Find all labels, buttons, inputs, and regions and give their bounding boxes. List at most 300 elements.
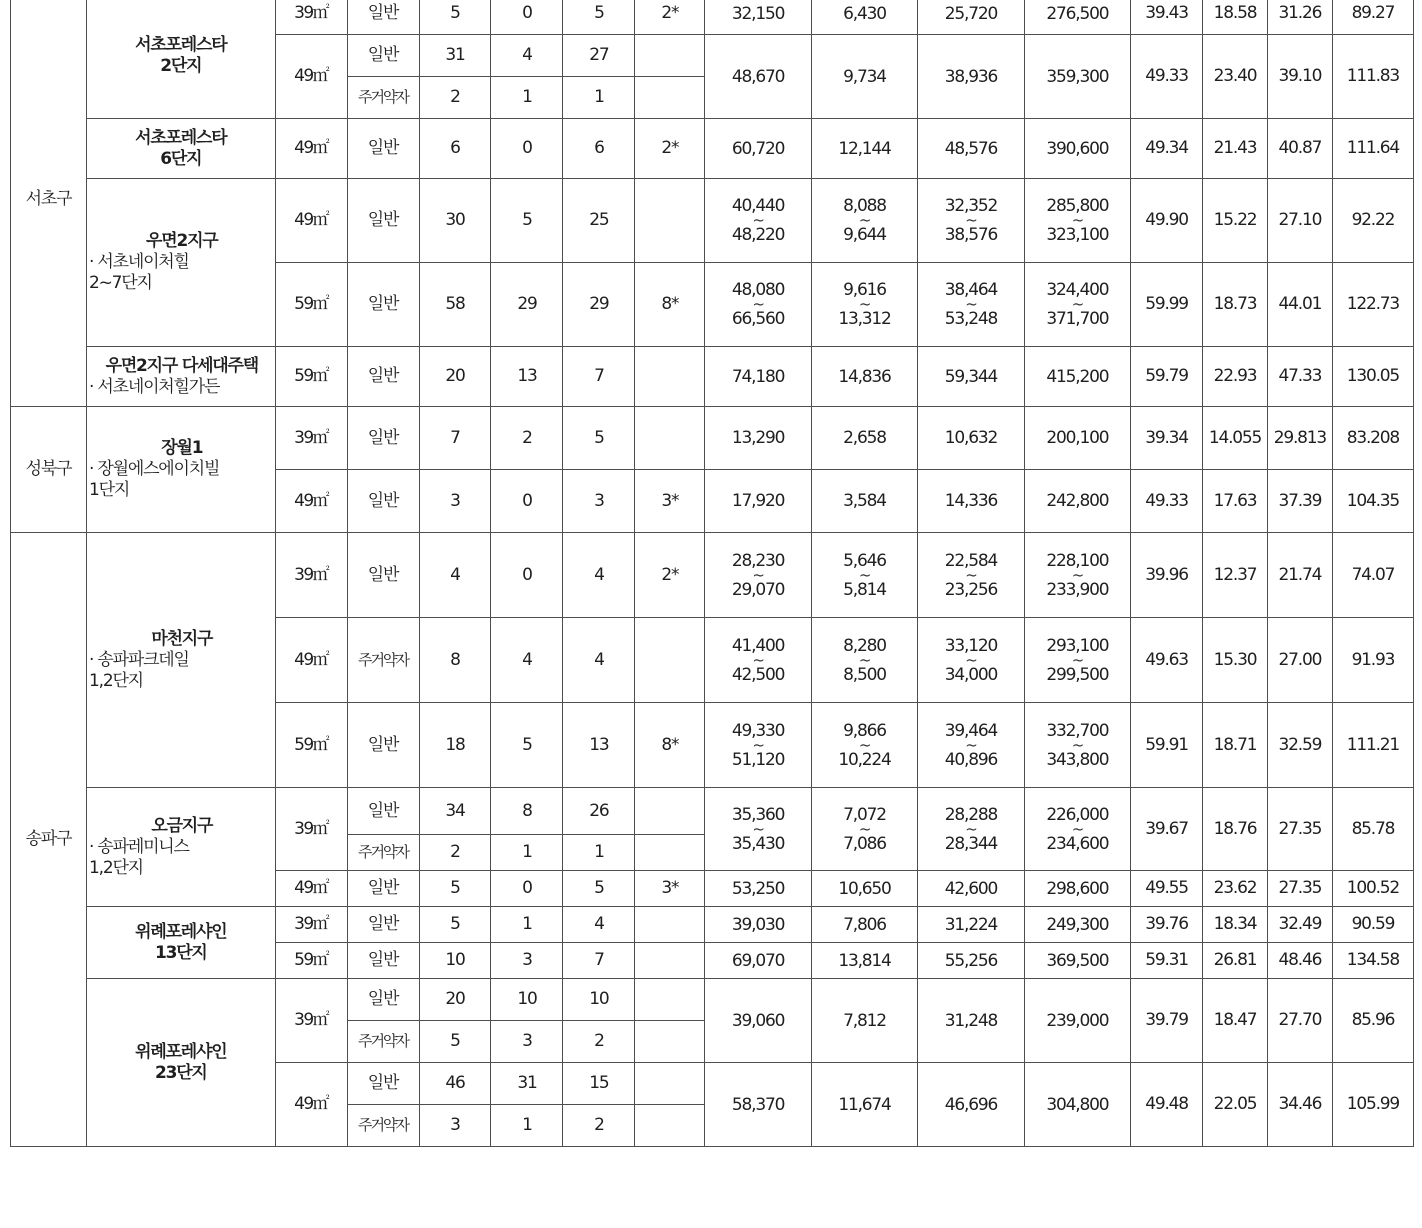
price-rent [1024, 703, 1130, 788]
area-d: 100.52 [1332, 871, 1413, 907]
note-mark: 2* [635, 119, 705, 179]
unit-count-b: 26 [563, 788, 635, 835]
area-size: 49㎡ [275, 119, 347, 179]
supply-type: 일반 [347, 788, 419, 835]
unit-count-total: 3 [419, 1105, 491, 1147]
complex-name: 13단지 [154, 942, 207, 963]
area-c: 29.813 [1267, 407, 1332, 470]
price-value: 48,220 [731, 225, 785, 245]
unit-count-b: 7 [563, 943, 635, 979]
unit-count-b: 2 [563, 1021, 635, 1063]
unit-count-a: 1 [491, 907, 563, 943]
price-rent [1024, 979, 1130, 1063]
range-tilde: ~ [1071, 565, 1084, 584]
complex-name-cell [87, 533, 276, 788]
supply-type: 주거약자 [347, 1105, 419, 1147]
unit-count-total: 6 [419, 119, 491, 179]
price-value: 55,256 [944, 950, 998, 971]
area-d: 111.83 [1332, 35, 1413, 119]
price-value: 48,576 [944, 138, 998, 159]
note-mark [635, 979, 705, 1021]
area-b: 22.93 [1203, 347, 1268, 407]
table-row [11, 179, 1414, 263]
unit-count-total: 34 [419, 788, 491, 835]
price-value: 7,806 [843, 914, 886, 935]
price-value: 9,734 [843, 66, 886, 87]
price-deposit [811, 943, 917, 979]
supply-type: 일반 [347, 979, 419, 1021]
price-balance [918, 533, 1024, 618]
unit-count-b: 4 [563, 533, 635, 618]
range-tilde: ~ [1071, 819, 1084, 838]
range-tilde: ~ [965, 295, 977, 313]
note-mark [635, 179, 705, 263]
unit-count-total: 10 [419, 943, 491, 979]
area-a: 49.55 [1131, 871, 1203, 907]
price-value: 3,584 [843, 491, 886, 511]
supply-type: 일반 [347, 871, 419, 907]
price-value: 359,300 [1046, 66, 1109, 87]
area-c: 47.33 [1267, 347, 1332, 407]
area-b: 18.47 [1203, 979, 1268, 1063]
price-value: 40,440 [731, 196, 785, 216]
unit-count-a: 3 [491, 1021, 563, 1063]
price-value: 6,430 [843, 3, 886, 24]
area-c: 39.10 [1267, 35, 1332, 119]
complex-subname: 1,2단지 [89, 670, 143, 691]
complex-subname: · 서초네이처힐가든 [89, 376, 220, 397]
complex-name: 위례포레샤인 [135, 921, 227, 942]
price-value: 49,330 [731, 720, 785, 741]
area-a: 59.91 [1131, 703, 1203, 788]
complex-name-cell [87, 119, 276, 179]
area-b: 22.05 [1203, 1063, 1268, 1147]
price-value: 5,814 [843, 579, 886, 600]
unit-count-total: 2 [419, 77, 491, 119]
price-balance [918, 119, 1024, 179]
complex-subname: · 서초네이처힐 [89, 252, 189, 272]
complex-name: 서초포레스타 [135, 34, 227, 55]
area-a: 59.79 [1131, 347, 1203, 407]
area-c: 34.46 [1267, 1063, 1332, 1147]
price-rent [1024, 179, 1130, 263]
price-rent [1024, 871, 1130, 907]
area-c: 37.39 [1267, 470, 1332, 533]
note-mark [635, 35, 705, 77]
area-d: 134.58 [1332, 943, 1413, 979]
note-mark: 8* [635, 263, 705, 347]
unit-count-b: 7 [563, 347, 635, 407]
area-a: 39.67 [1131, 788, 1203, 871]
unit-count-b: 4 [563, 907, 635, 943]
area-c: 48.46 [1267, 943, 1332, 979]
district-name: 서초구 [11, 0, 87, 407]
unit-count-total: 58 [419, 263, 491, 347]
range-tilde: ~ [752, 735, 764, 754]
price-value: 48,670 [731, 66, 785, 87]
supply-type: 주거약자 [347, 77, 419, 119]
price-value: 200,100 [1046, 428, 1109, 448]
price-value: 32,150 [731, 3, 785, 24]
complex-name: 2단지 [160, 55, 202, 76]
price-total [705, 979, 811, 1063]
price-value: 53,248 [944, 309, 998, 329]
price-value: 332,700 [1046, 720, 1109, 741]
note-mark [635, 835, 705, 871]
price-rent [1024, 907, 1130, 943]
price-total [705, 907, 811, 943]
price-deposit [811, 35, 917, 119]
complex-name: 6단지 [160, 148, 202, 169]
area-size: 49㎡ [275, 1063, 347, 1147]
table-row [11, 533, 1414, 618]
complex-subname: 2~7단지 [89, 273, 152, 293]
price-value: 13,290 [731, 428, 785, 448]
supply-type: 일반 [347, 179, 419, 263]
price-value: 23,256 [944, 579, 998, 600]
price-value: 10,632 [944, 428, 998, 448]
price-value: 9,616 [843, 280, 886, 300]
price-value: 22,584 [944, 550, 998, 571]
price-value: 7,086 [843, 833, 886, 854]
price-rent [1024, 788, 1130, 871]
note-mark: 2* [635, 0, 705, 35]
area-size: 39㎡ [275, 407, 347, 470]
price-total [705, 871, 811, 907]
area-c: 32.49 [1267, 907, 1332, 943]
price-balance [918, 703, 1024, 788]
unit-count-b: 2 [563, 1105, 635, 1147]
complex-name: 장월1 [161, 438, 203, 458]
price-rent [1024, 347, 1130, 407]
supply-type: 일반 [347, 470, 419, 533]
price-value: 38,464 [944, 280, 998, 300]
area-size: 39㎡ [275, 907, 347, 943]
unit-count-b: 15 [563, 1063, 635, 1105]
unit-count-total: 5 [419, 0, 491, 35]
area-b: 18.71 [1203, 703, 1268, 788]
complex-name-cell [87, 788, 276, 907]
price-value: 40,896 [944, 749, 998, 770]
area-c: 40.87 [1267, 119, 1332, 179]
area-b: 14.055 [1203, 407, 1268, 470]
complex-name: 우면2지구 [146, 231, 218, 251]
price-total [705, 347, 811, 407]
unit-count-total: 7 [419, 407, 491, 470]
area-a: 49.48 [1131, 1063, 1203, 1147]
price-deposit [811, 907, 917, 943]
price-deposit [811, 703, 917, 788]
price-value: 415,200 [1046, 366, 1109, 387]
price-total [705, 263, 811, 347]
area-size: 49㎡ [275, 179, 347, 263]
price-value: 5,646 [843, 550, 886, 571]
unit-count-total: 31 [419, 35, 491, 77]
unit-count-b: 10 [563, 979, 635, 1021]
price-value: 14,836 [838, 366, 891, 387]
price-value: 249,300 [1046, 914, 1109, 935]
price-total [705, 179, 811, 263]
table-row [11, 0, 1414, 35]
price-value: 32,352 [944, 196, 998, 216]
range-tilde: ~ [965, 650, 977, 669]
unit-count-a: 4 [491, 35, 563, 77]
area-b: 12.37 [1203, 533, 1268, 618]
unit-count-a: 8 [491, 788, 563, 835]
price-value: 53,250 [731, 878, 785, 899]
price-value: 11,674 [838, 1094, 891, 1115]
area-a: 59.31 [1131, 943, 1203, 979]
area-d: 130.05 [1332, 347, 1413, 407]
area-d: 74.07 [1332, 533, 1413, 618]
price-value: 9,866 [843, 720, 886, 741]
table-row [11, 788, 1414, 835]
price-rent [1024, 0, 1130, 35]
price-value: 285,800 [1046, 196, 1109, 216]
range-tilde: ~ [752, 650, 764, 669]
price-deposit [811, 788, 917, 871]
supply-type: 일반 [347, 119, 419, 179]
note-mark: 2* [635, 533, 705, 618]
range-tilde: ~ [858, 211, 871, 229]
area-d: 122.73 [1332, 263, 1413, 347]
supply-type: 주거약자 [347, 835, 419, 871]
unit-count-total: 4 [419, 533, 491, 618]
area-size: 59㎡ [275, 703, 347, 788]
unit-count-total: 5 [419, 1021, 491, 1063]
area-a: 39.76 [1131, 907, 1203, 943]
supply-type: 주거약자 [347, 618, 419, 703]
price-value: 343,800 [1046, 749, 1109, 770]
price-value: 35,430 [731, 833, 785, 854]
price-value: 324,400 [1046, 280, 1109, 300]
range-tilde: ~ [858, 735, 871, 754]
unit-count-b: 1 [563, 835, 635, 871]
price-value: 38,576 [944, 225, 998, 245]
price-deposit [811, 407, 917, 470]
price-deposit [811, 347, 917, 407]
price-value: 74,180 [731, 366, 785, 387]
range-tilde: ~ [752, 565, 764, 584]
price-total [705, 618, 811, 703]
price-rent [1024, 263, 1130, 347]
note-mark [635, 907, 705, 943]
range-tilde: ~ [965, 735, 977, 754]
supply-type: 일반 [347, 907, 419, 943]
unit-count-a: 5 [491, 179, 563, 263]
complex-subname: · 장월에스에이치빌 [89, 459, 220, 479]
supply-type: 일반 [347, 35, 419, 77]
price-rent [1024, 943, 1130, 979]
unit-count-a: 0 [491, 533, 563, 618]
price-value: 293,100 [1046, 635, 1109, 656]
unit-count-total: 18 [419, 703, 491, 788]
area-d: 105.99 [1332, 1063, 1413, 1147]
price-total [705, 703, 811, 788]
unit-count-b: 5 [563, 871, 635, 907]
price-value: 298,600 [1046, 878, 1109, 899]
price-value: 48,080 [731, 280, 785, 300]
price-value: 66,560 [731, 309, 785, 329]
range-tilde: ~ [858, 650, 871, 669]
price-value: 39,060 [731, 1010, 785, 1031]
complex-subname: 1단지 [89, 480, 130, 500]
area-size: 39㎡ [275, 0, 347, 35]
price-value: 299,500 [1046, 664, 1109, 685]
unit-count-a: 3 [491, 943, 563, 979]
price-value: 276,500 [1046, 3, 1109, 24]
area-d: 83.208 [1332, 407, 1413, 470]
price-value: 33,120 [944, 635, 998, 656]
supply-type: 일반 [347, 347, 419, 407]
unit-count-total: 5 [419, 907, 491, 943]
area-d: 90.59 [1332, 907, 1413, 943]
complex-subname: 1,2단지 [89, 857, 143, 878]
price-value: 42,500 [731, 664, 785, 685]
price-value: 10,224 [838, 749, 891, 770]
price-value: 304,800 [1046, 1094, 1109, 1115]
price-value: 234,600 [1046, 833, 1109, 854]
area-b: 18.34 [1203, 907, 1268, 943]
price-value: 10,650 [838, 878, 891, 899]
unit-count-b: 6 [563, 119, 635, 179]
unit-count-a: 5 [491, 703, 563, 788]
price-value: 233,900 [1046, 579, 1109, 600]
area-size: 39㎡ [275, 979, 347, 1063]
price-balance [918, 618, 1024, 703]
complex-name: 우면2지구 다세대주택 [105, 355, 258, 376]
price-value: 8,500 [843, 664, 886, 685]
price-deposit [811, 119, 917, 179]
price-rent [1024, 35, 1130, 119]
area-a: 39.43 [1131, 0, 1203, 35]
price-value: 58,370 [731, 1094, 785, 1115]
complex-name-cell [87, 907, 276, 979]
area-size: 39㎡ [275, 788, 347, 871]
price-total [705, 470, 811, 533]
price-deposit [811, 179, 917, 263]
area-c: 32.59 [1267, 703, 1332, 788]
price-value: 239,000 [1046, 1010, 1109, 1031]
complex-name: 서초포레스타 [135, 127, 227, 148]
area-a: 49.34 [1131, 119, 1203, 179]
price-value: 390,600 [1046, 138, 1109, 159]
area-b: 18.58 [1203, 0, 1268, 35]
complex-name-cell [87, 979, 276, 1147]
price-deposit [811, 979, 917, 1063]
price-value: 25,720 [944, 3, 998, 24]
price-balance [918, 979, 1024, 1063]
price-total [705, 943, 811, 979]
area-a: 49.33 [1131, 470, 1203, 533]
unit-count-a: 31 [491, 1063, 563, 1105]
price-value: 13,312 [838, 309, 891, 329]
area-d: 92.22 [1332, 179, 1413, 263]
area-c: 21.74 [1267, 533, 1332, 618]
unit-count-b: 13 [563, 703, 635, 788]
area-b: 26.81 [1203, 943, 1268, 979]
price-total [705, 788, 811, 871]
area-size: 49㎡ [275, 618, 347, 703]
price-value: 14,336 [944, 491, 998, 511]
supply-type: 주거약자 [347, 1021, 419, 1063]
price-deposit [811, 1063, 917, 1147]
area-a: 49.90 [1131, 179, 1203, 263]
unit-count-b: 27 [563, 35, 635, 77]
price-value: 42,600 [944, 878, 998, 899]
table-body [11, 0, 1414, 1147]
price-rent [1024, 1063, 1130, 1147]
price-value: 69,070 [731, 950, 785, 971]
area-a: 39.79 [1131, 979, 1203, 1063]
area-d: 104.35 [1332, 470, 1413, 533]
area-c: 27.35 [1267, 788, 1332, 871]
price-value: 242,800 [1046, 491, 1109, 511]
area-size: 49㎡ [275, 871, 347, 907]
price-deposit [811, 470, 917, 533]
table-row [11, 907, 1414, 943]
price-value: 38,936 [944, 66, 998, 87]
price-value: 323,100 [1046, 225, 1109, 245]
unit-count-total: 20 [419, 979, 491, 1021]
price-balance [918, 871, 1024, 907]
unit-count-a: 0 [491, 119, 563, 179]
unit-count-a: 1 [491, 77, 563, 119]
area-size: 49㎡ [275, 35, 347, 119]
area-b: 21.43 [1203, 119, 1268, 179]
note-mark: 3* [635, 470, 705, 533]
price-total [705, 1063, 811, 1147]
price-value: 46,696 [944, 1094, 998, 1115]
housing-price-table [10, 0, 1414, 1147]
complex-subname: · 송파파크데일 [89, 649, 189, 670]
unit-count-a: 4 [491, 618, 563, 703]
area-a: 39.96 [1131, 533, 1203, 618]
area-size: 59㎡ [275, 347, 347, 407]
range-tilde: ~ [858, 819, 871, 838]
price-value: 28,288 [944, 804, 998, 825]
note-mark [635, 347, 705, 407]
price-deposit [811, 263, 917, 347]
range-tilde: ~ [1071, 295, 1084, 313]
note-mark [635, 943, 705, 979]
table-row [11, 407, 1414, 470]
range-tilde: ~ [1071, 211, 1084, 229]
range-tilde: ~ [1071, 650, 1084, 669]
table-row [11, 119, 1414, 179]
unit-count-a: 10 [491, 979, 563, 1021]
note-mark [635, 1105, 705, 1147]
area-c: 27.35 [1267, 871, 1332, 907]
district-name: 송파구 [11, 533, 87, 1147]
price-rent [1024, 618, 1130, 703]
unit-count-a: 2 [491, 407, 563, 470]
supply-type: 일반 [347, 533, 419, 618]
area-a: 49.33 [1131, 35, 1203, 119]
price-total [705, 0, 811, 35]
supply-type: 일반 [347, 0, 419, 35]
price-deposit [811, 533, 917, 618]
price-value: 59,344 [944, 366, 998, 387]
supply-type: 일반 [347, 263, 419, 347]
range-tilde: ~ [858, 295, 871, 313]
note-mark: 8* [635, 703, 705, 788]
note-mark [635, 788, 705, 835]
price-value: 7,072 [843, 804, 886, 825]
area-c: 31.26 [1267, 0, 1332, 35]
complex-name-cell [87, 0, 276, 119]
unit-count-b: 25 [563, 179, 635, 263]
